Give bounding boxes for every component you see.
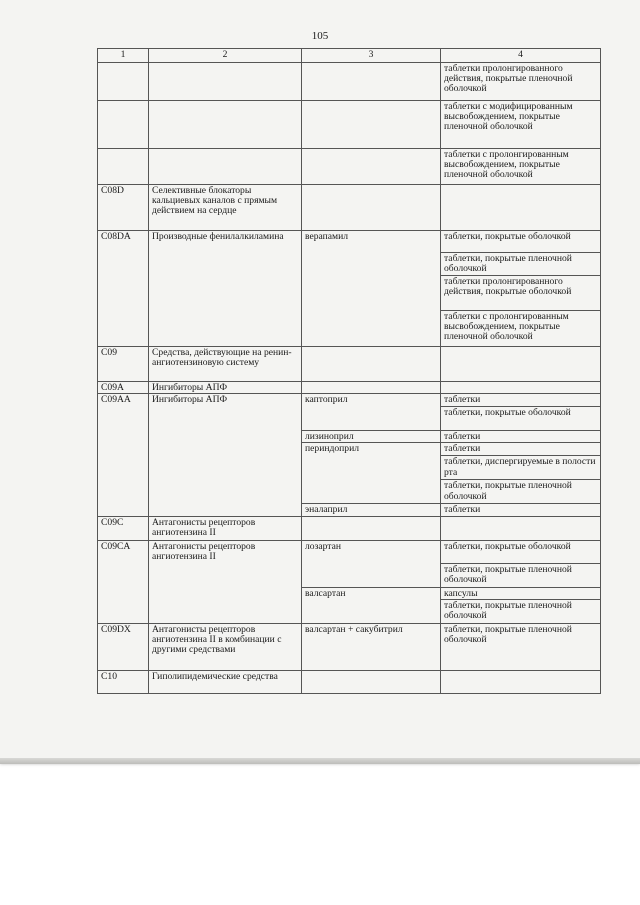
- drug-name-cell: [302, 347, 441, 382]
- drug-name-cell: лозартан: [302, 540, 441, 587]
- table-row: [98, 382, 601, 394]
- group-name-cell: Производные фенилалкиламина: [149, 231, 302, 347]
- dosage-form-cell: таблетки с пролонгированным высвобождением, покрытые пленочной оболочкой: [441, 311, 601, 347]
- table-row: [98, 231, 601, 253]
- dosage-form-cell: таблетки пролонгированного действия, покрытые оболочкой: [441, 276, 601, 311]
- atc-code-cell: [98, 149, 149, 185]
- drug-name-cell: [302, 149, 441, 185]
- scan-edge: [0, 758, 640, 764]
- group-name-cell: Антагонисты рецепторов ангиотензина II в комбинации с другими средствами: [149, 623, 302, 670]
- group-name-cell: [149, 101, 302, 149]
- drug-name-cell: валсартан + сакубитрил: [302, 623, 441, 670]
- group-name-cell: Ингибиторы АПФ: [149, 382, 302, 394]
- atc-code-cell: C08DA: [98, 231, 149, 347]
- drug-name-cell: лизиноприл: [302, 431, 441, 443]
- dosage-form-cell: таблетки: [441, 504, 601, 516]
- table-row: [98, 516, 601, 540]
- dosage-form-cell: таблетки, покрытые пленочной оболочкой: [441, 253, 601, 276]
- atc-code-cell: [98, 63, 149, 101]
- drug-name-cell: [302, 670, 441, 693]
- group-name-cell: Ингибиторы АПФ: [149, 394, 302, 516]
- dosage-form-cell: таблетки, диспергируемые в полости рта: [441, 456, 601, 480]
- dosage-form-cell: [441, 382, 601, 394]
- atc-code-cell: C08D: [98, 185, 149, 231]
- table-row: [98, 670, 601, 693]
- atc-code-cell: C09CA: [98, 540, 149, 623]
- drug-name-cell: [302, 63, 441, 101]
- atc-code-cell: C09A: [98, 382, 149, 394]
- dosage-form-cell: капсулы: [441, 587, 601, 599]
- atc-code-cell: C09: [98, 347, 149, 382]
- group-name-cell: Антагонисты рецепторов ангиотензина II: [149, 540, 302, 623]
- atc-code-cell: [98, 101, 149, 149]
- dosage-form-cell: [441, 185, 601, 231]
- dosage-form-cell: таблетки, покрытые пленочной оболочкой: [441, 480, 601, 504]
- table-row: [98, 63, 601, 101]
- header-col-2: 2: [149, 49, 302, 63]
- drug-name-cell: каптоприл: [302, 394, 441, 431]
- atc-code-cell: C10: [98, 670, 149, 693]
- group-name-cell: Антагонисты рецепторов ангиотензина II: [149, 516, 302, 540]
- dosage-form-cell: таблетки с пролонгированным высвобождением, покрытые пленочной оболочкой: [441, 149, 601, 185]
- group-name-cell: Средства, действующие на ренин-ангиотензиновую систему: [149, 347, 302, 382]
- group-name-cell: [149, 63, 302, 101]
- dosage-form-cell: таблетки, покрытые оболочкой: [441, 407, 601, 431]
- drug-name-cell: [302, 382, 441, 394]
- drug-name-cell: верапамил: [302, 231, 441, 347]
- dosage-form-cell: таблетки: [441, 431, 601, 443]
- group-name-cell: Гиполипидемические средства: [149, 670, 302, 693]
- atc-code-cell: C09AA: [98, 394, 149, 516]
- table-row: [98, 623, 601, 670]
- dosage-form-cell: таблетки с модифицированным высвобождением, покрытые пленочной оболочкой: [441, 101, 601, 149]
- table-row: [98, 101, 601, 149]
- drug-name-cell: эналаприл: [302, 504, 441, 516]
- atc-code-cell: C09C: [98, 516, 149, 540]
- drug-name-cell: [302, 185, 441, 231]
- page-number: 105: [311, 30, 329, 42]
- header-col-1: 1: [98, 49, 149, 63]
- dosage-form-cell: таблетки, покрытые оболочкой: [441, 231, 601, 253]
- header-col-3: 3: [302, 49, 441, 63]
- table-row: [98, 540, 601, 563]
- table-row: [98, 347, 601, 382]
- table-header-row: [98, 49, 601, 63]
- group-name-cell: Селективные блокаторы кальциевых каналов с прямым действием на сердце: [149, 185, 302, 231]
- table-row: [98, 394, 601, 407]
- dosage-form-cell: таблетки, покрытые пленочной оболочкой: [441, 563, 601, 587]
- header-col-4: 4: [441, 49, 601, 63]
- drug-name-cell: [302, 101, 441, 149]
- dosage-form-cell: таблетки, покрытые пленочной оболочкой: [441, 599, 601, 623]
- dosage-form-cell: таблетки: [441, 394, 601, 407]
- dosage-form-cell: таблетки, покрытые пленочной оболочкой: [441, 623, 601, 670]
- dosage-form-cell: таблетки, покрытые оболочкой: [441, 540, 601, 563]
- dosage-form-cell: [441, 516, 601, 540]
- dosage-form-cell: таблетки: [441, 443, 601, 456]
- dosage-form-cell: [441, 347, 601, 382]
- table-row: [98, 185, 601, 231]
- atc-code-cell: C09DX: [98, 623, 149, 670]
- drug-name-cell: валсартан: [302, 587, 441, 623]
- dosage-form-cell: таблетки пролонгированного действия, покрытые пленочной оболочкой: [441, 63, 601, 101]
- group-name-cell: [149, 149, 302, 185]
- drug-table: [97, 48, 601, 694]
- table-row: [98, 149, 601, 185]
- drug-name-cell: периндоприл: [302, 443, 441, 504]
- dosage-form-cell: [441, 670, 601, 693]
- drug-name-cell: [302, 516, 441, 540]
